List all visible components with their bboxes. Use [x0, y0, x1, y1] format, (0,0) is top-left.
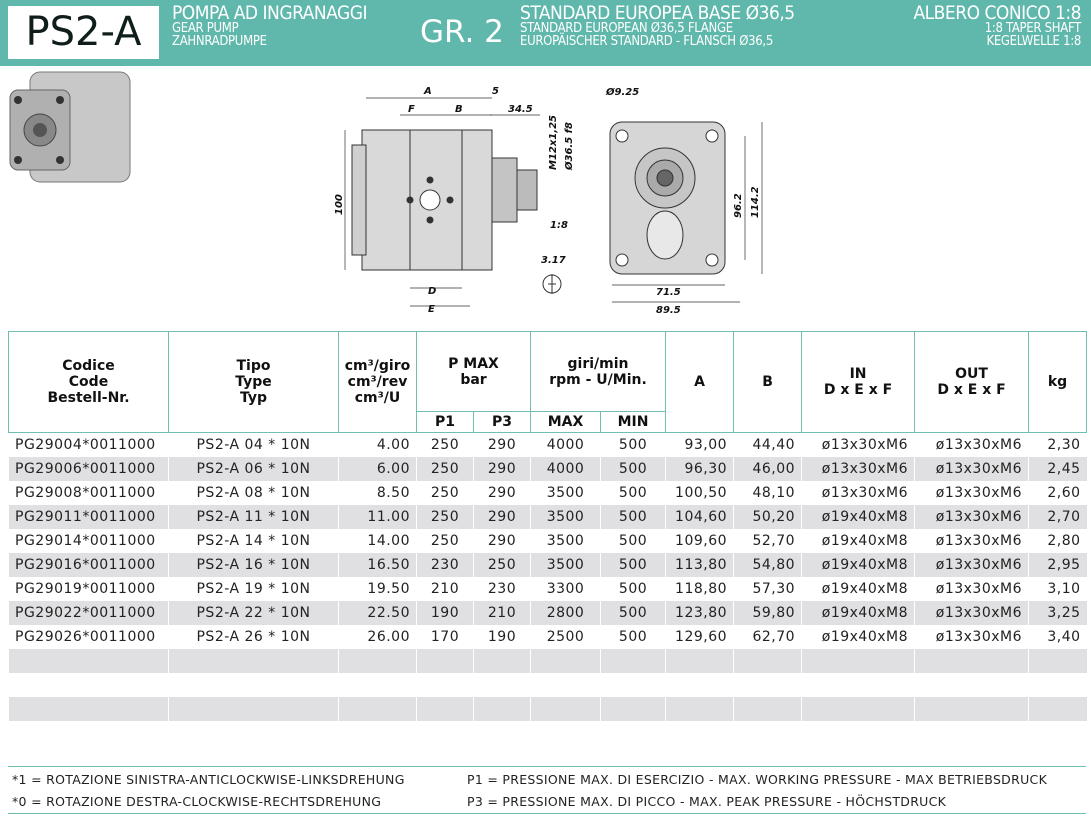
cell-out: ø13x30xM6: [915, 505, 1029, 529]
cell-type: PS2-A 08 * 10N: [169, 481, 339, 505]
dim-345: 34.5: [508, 104, 533, 115]
table-row: [9, 481, 1087, 505]
cell-rpm-min: 500: [601, 433, 666, 458]
dim-a: A: [424, 86, 432, 97]
dim-m12: M12x1,25: [548, 115, 559, 170]
cell-kg: 2,30: [1029, 433, 1087, 458]
cell-p3: [474, 697, 531, 721]
cell-p1: 250: [417, 457, 474, 481]
cell-kg: [1029, 649, 1087, 673]
flange-block: [520, 4, 795, 48]
table-row-empty: [9, 697, 1087, 721]
cell-p1: 210: [417, 577, 474, 601]
col-b: B: [734, 332, 802, 433]
cell-in: ø13x30xM6: [802, 433, 915, 458]
dim-taper: 1:8: [550, 220, 568, 231]
col-p1: P1: [417, 412, 474, 433]
cell-b: 62,70: [734, 625, 802, 649]
cell-rpm-max: 3500: [531, 505, 601, 529]
cell-rpm-min: 500: [601, 481, 666, 505]
cell-displacement: 4.00: [339, 433, 417, 458]
col-disp-de: cm³/U: [354, 390, 401, 406]
cell-displacement: 16.50: [339, 553, 417, 577]
side-view: [345, 98, 561, 306]
table-row: [9, 553, 1087, 577]
cell-code: PG29008*0011000: [9, 481, 169, 505]
table-row: [9, 433, 1087, 458]
cell-a: 118,80: [666, 577, 734, 601]
flange-en: STANDARD EUROPEAN Ø36,5 FLANGE: [520, 21, 733, 36]
col-code-en: Code: [68, 374, 109, 390]
cell-b: [734, 697, 802, 721]
table-row: [9, 529, 1087, 553]
cell-out: ø13x30xM6: [915, 481, 1029, 505]
dim-925: Ø9.25: [606, 87, 640, 98]
dim-365: Ø36.5 f8: [564, 122, 575, 170]
pump-type-de: ZAHNRADPUMPE: [172, 34, 267, 49]
cell-kg: 2,70: [1029, 505, 1087, 529]
cell-code: PG29014*0011000: [9, 529, 169, 553]
cell-p1: 250: [417, 529, 474, 553]
dim-100: 100: [334, 194, 345, 215]
col-disp-it: cm³/giro: [344, 358, 411, 374]
table-row-empty: [9, 649, 1087, 673]
note-p3: P3 = PRESSIONE MAX. DI PICCO - MAX. PEAK PRESSURE - HÖCHSTDRUCK: [467, 794, 947, 809]
cell-p1: 190: [417, 601, 474, 625]
cell-displacement: 6.00: [339, 457, 417, 481]
table-row: [9, 577, 1087, 601]
dim-317: 3.17: [541, 255, 566, 266]
col-a: A: [666, 332, 734, 433]
cell-b: [734, 673, 802, 697]
dim-715: 71.5: [656, 287, 681, 298]
cell-rpm-min: 500: [601, 457, 666, 481]
cell-rpm-min: 500: [601, 529, 666, 553]
pump-type-it: POMPA AD INGRANAGGI: [172, 2, 368, 24]
cell-p3: 290: [474, 433, 531, 458]
table-row: [9, 625, 1087, 649]
cell-a: 123,80: [666, 601, 734, 625]
cell-in: [802, 697, 915, 721]
cell-rpm-max: 3500: [531, 553, 601, 577]
shaft-it: ALBERO CONICO 1:8: [913, 2, 1081, 24]
cell-in: ø19x40xM8: [802, 529, 915, 553]
col-min: MIN: [601, 412, 666, 433]
drawing-svg: [0, 70, 1091, 325]
col-out-label: OUT: [955, 366, 988, 382]
cell-displacement: [339, 673, 417, 697]
cell-p3: 290: [474, 529, 531, 553]
cell-in: ø19x40xM8: [802, 577, 915, 601]
col-max: MAX: [531, 412, 601, 433]
pump-type-en: GEAR PUMP: [172, 21, 239, 36]
col-kg: kg: [1029, 332, 1087, 433]
cell-b: 52,70: [734, 529, 802, 553]
cell-p1: [417, 649, 474, 673]
cell-displacement: 11.00: [339, 505, 417, 529]
col-type-it: Tipo: [236, 358, 271, 374]
cell-kg: 3,40: [1029, 625, 1087, 649]
cell-p1: [417, 673, 474, 697]
flange-it: STANDARD EUROPEA BASE Ø36,5: [520, 2, 795, 24]
cell-b: 57,30: [734, 577, 802, 601]
col-rpm: [531, 332, 666, 412]
cell-rpm-max: 3500: [531, 481, 601, 505]
dim-f: F: [408, 104, 415, 115]
col-code: [9, 332, 169, 433]
cell-in: [802, 673, 915, 697]
cell-a: 93,00: [666, 433, 734, 458]
cell-displacement: 14.00: [339, 529, 417, 553]
specs-table: [8, 331, 1087, 721]
table-row: [9, 601, 1087, 625]
cell-b: [734, 649, 802, 673]
cell-code: PG29011*0011000: [9, 505, 169, 529]
group-label: GR. 2: [420, 14, 504, 50]
cell-rpm-max: 2500: [531, 625, 601, 649]
note-anticlockwise: *1 = ROTAZIONE SINISTRA-ANTICLOCKWISE-LINKSDREHUNG: [12, 772, 405, 787]
footnotes: [8, 766, 1086, 814]
cell-rpm-min: [601, 697, 666, 721]
cell-b: 44,40: [734, 433, 802, 458]
table-row-empty: [9, 673, 1087, 697]
technical-drawings: [0, 70, 1091, 325]
dim-1142: 114.2: [750, 186, 761, 218]
cell-out: ø13x30xM6: [915, 601, 1029, 625]
cell-displacement: 26.00: [339, 625, 417, 649]
cell-a: 100,50: [666, 481, 734, 505]
cell-p3: 290: [474, 481, 531, 505]
cell-type: PS2-A 22 * 10N: [169, 601, 339, 625]
cell-out: ø13x30xM6: [915, 577, 1029, 601]
cell-code: PG29016*0011000: [9, 553, 169, 577]
cell-rpm-max: [531, 697, 601, 721]
col-out: [915, 332, 1029, 433]
cell-type: [169, 673, 339, 697]
cell-rpm-max: 4000: [531, 457, 601, 481]
col-code-it: Codice: [62, 358, 115, 374]
cell-p3: [474, 673, 531, 697]
cell-out: [915, 673, 1029, 697]
cell-out: ø13x30xM6: [915, 457, 1029, 481]
cell-displacement: 19.50: [339, 577, 417, 601]
cell-rpm-max: [531, 649, 601, 673]
cell-type: PS2-A 19 * 10N: [169, 577, 339, 601]
cell-p1: 250: [417, 481, 474, 505]
cell-code: PG29004*0011000: [9, 433, 169, 458]
cell-code: PG29006*0011000: [9, 457, 169, 481]
cell-rpm-max: 4000: [531, 433, 601, 458]
table-row: [9, 505, 1087, 529]
cell-code: [9, 673, 169, 697]
cell-p3: 190: [474, 625, 531, 649]
cell-kg: 3,10: [1029, 577, 1087, 601]
shaft-de: KEGELWELLE 1:8: [986, 34, 1081, 49]
cell-type: PS2-A 11 * 10N: [169, 505, 339, 529]
cell-type: PS2-A 04 * 10N: [169, 433, 339, 458]
cell-kg: 2,95: [1029, 553, 1087, 577]
cell-displacement: [339, 649, 417, 673]
cell-displacement: 22.50: [339, 601, 417, 625]
dim-d: D: [428, 286, 437, 297]
cell-code: PG29026*0011000: [9, 625, 169, 649]
cell-rpm-max: 2800: [531, 601, 601, 625]
cell-code: PG29019*0011000: [9, 577, 169, 601]
col-rpm-en: rpm - U/Min.: [549, 371, 647, 388]
cell-out: ø13x30xM6: [915, 625, 1029, 649]
cell-b: 46,00: [734, 457, 802, 481]
cell-b: 54,80: [734, 553, 802, 577]
col-pmax-unit: bar: [460, 371, 487, 388]
cell-a: [666, 673, 734, 697]
cell-rpm-min: [601, 673, 666, 697]
col-code-de: Bestell-Nr.: [47, 390, 130, 406]
col-in-dims: D x E x F: [823, 382, 893, 398]
cell-type: [169, 697, 339, 721]
cell-p1: 230: [417, 553, 474, 577]
cell-in: ø13x30xM6: [802, 457, 915, 481]
cell-a: 109,60: [666, 529, 734, 553]
cell-type: PS2-A 06 * 10N: [169, 457, 339, 481]
cell-in: ø19x40xM8: [802, 553, 915, 577]
shaft-block: [913, 4, 1081, 48]
cell-a: 96,30: [666, 457, 734, 481]
cell-in: ø19x40xM8: [802, 601, 915, 625]
col-in: [802, 332, 915, 433]
model-name: PS2-A: [8, 6, 159, 59]
cell-p1: [417, 697, 474, 721]
cell-rpm-min: [601, 649, 666, 673]
cell-rpm-min: 500: [601, 577, 666, 601]
cell-rpm-min: 500: [601, 553, 666, 577]
cell-kg: 2,80: [1029, 529, 1087, 553]
page-header: [0, 0, 1091, 66]
cell-type: PS2-A 14 * 10N: [169, 529, 339, 553]
dim-b: B: [455, 104, 463, 115]
pump-type-block: [172, 4, 367, 48]
cell-p1: 250: [417, 433, 474, 458]
col-rpm-it: giri/min: [567, 355, 629, 372]
cell-rpm-min: 500: [601, 625, 666, 649]
cell-p3: 250: [474, 553, 531, 577]
cell-rpm-max: [531, 673, 601, 697]
col-p3: P3: [474, 412, 531, 433]
cell-p3: 290: [474, 457, 531, 481]
cell-kg: 2,45: [1029, 457, 1087, 481]
cell-displacement: 8.50: [339, 481, 417, 505]
cell-p1: 170: [417, 625, 474, 649]
cell-kg: 2,60: [1029, 481, 1087, 505]
col-displacement: [339, 332, 417, 433]
cell-kg: [1029, 673, 1087, 697]
cell-rpm-max: 3300: [531, 577, 601, 601]
cell-b: 59,80: [734, 601, 802, 625]
col-pmax-label: P MAX: [448, 355, 499, 372]
cell-a: 104,60: [666, 505, 734, 529]
note-clockwise: *0 = ROTAZIONE DESTRA-CLOCKWISE-RECHTSDREHUNG: [12, 794, 382, 809]
cell-rpm-max: 3500: [531, 529, 601, 553]
cell-in: [802, 649, 915, 673]
col-type: [169, 332, 339, 433]
cell-code: PG29022*0011000: [9, 601, 169, 625]
cell-code: [9, 649, 169, 673]
cell-p3: 210: [474, 601, 531, 625]
cell-displacement: [339, 697, 417, 721]
cell-a: 113,80: [666, 553, 734, 577]
cell-type: [169, 649, 339, 673]
cell-type: PS2-A 26 * 10N: [169, 625, 339, 649]
shaft-en: 1:8 TAPER SHAFT: [984, 21, 1081, 36]
cell-rpm-min: 500: [601, 505, 666, 529]
cell-p1: 250: [417, 505, 474, 529]
dim-e: E: [428, 304, 435, 315]
dim-895: 89.5: [656, 305, 681, 316]
cell-a: [666, 649, 734, 673]
cell-out: [915, 697, 1029, 721]
specs-table-wrapper: [8, 331, 1086, 721]
pump-photo: [10, 72, 130, 182]
cell-out: [915, 649, 1029, 673]
col-type-en: Type: [235, 374, 272, 390]
cell-kg: 3,25: [1029, 601, 1087, 625]
cell-out: ø13x30xM6: [915, 553, 1029, 577]
cell-in: ø19x40xM8: [802, 625, 915, 649]
note-p1: P1 = PRESSIONE MAX. DI ESERCIZIO - MAX. WORKING PRESSURE - MAX BETRIEBSDRUCK: [467, 772, 1048, 787]
dim-5: 5: [492, 86, 499, 97]
cell-kg: [1029, 697, 1087, 721]
cell-p3: 290: [474, 505, 531, 529]
col-disp-en: cm³/rev: [347, 374, 408, 390]
cell-b: 50,20: [734, 505, 802, 529]
table-row: [9, 457, 1087, 481]
flange-de: EUROPÄISCHER STANDARD - FLANSCH Ø36,5: [520, 34, 773, 49]
cell-in: ø13x30xM6: [802, 481, 915, 505]
cell-rpm-min: 500: [601, 601, 666, 625]
cell-p3: [474, 649, 531, 673]
cell-p3: 230: [474, 577, 531, 601]
cell-in: ø19x40xM8: [802, 505, 915, 529]
cell-code: [9, 697, 169, 721]
cell-out: ø13x30xM6: [915, 433, 1029, 458]
cell-type: PS2-A 16 * 10N: [169, 553, 339, 577]
col-out-dims: D x E x F: [937, 382, 1006, 398]
col-type-de: Typ: [239, 390, 268, 406]
specs-table-body: [9, 433, 1087, 722]
cell-a: 129,60: [666, 625, 734, 649]
cell-out: ø13x30xM6: [915, 529, 1029, 553]
cell-a: [666, 697, 734, 721]
dim-962: 96.2: [733, 193, 744, 218]
cell-b: 48,10: [734, 481, 802, 505]
col-in-label: IN: [849, 366, 867, 382]
col-pmax: [417, 332, 531, 412]
